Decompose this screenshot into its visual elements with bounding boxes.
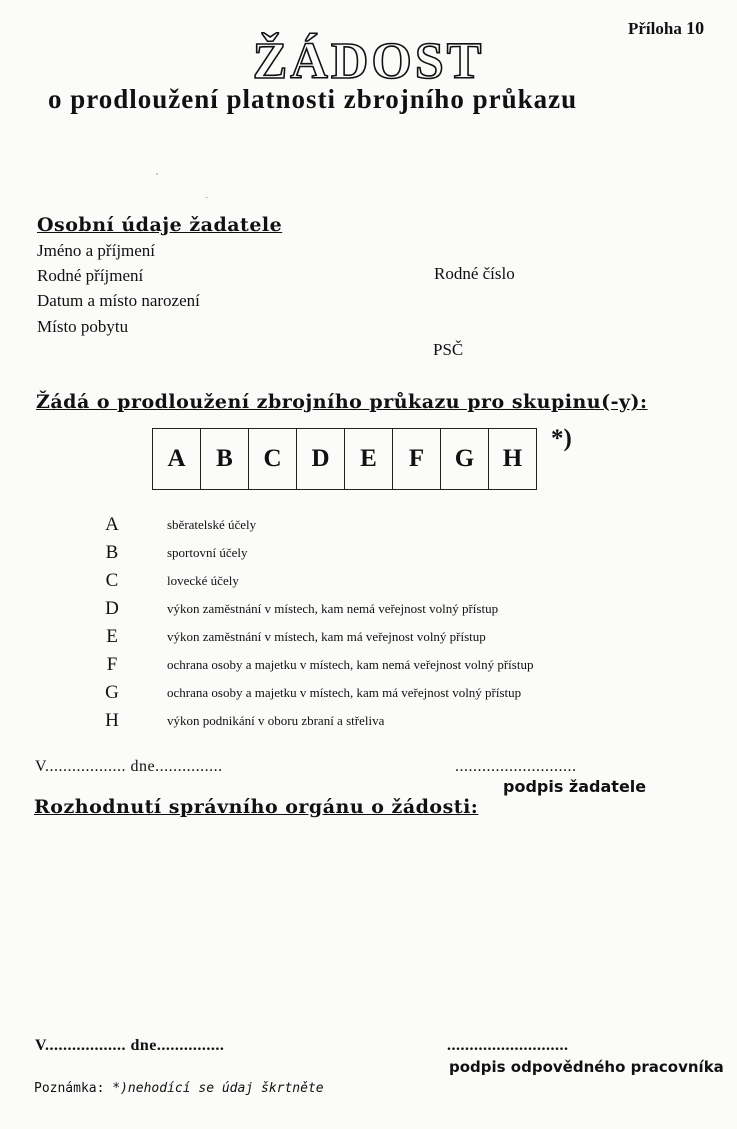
place-dots: .................. xyxy=(45,1037,126,1054)
residence-label: Místo pobytu xyxy=(37,317,129,336)
annex-word: Příloha xyxy=(628,19,682,38)
group-cell-b[interactable]: B xyxy=(201,429,249,490)
group-cell-e[interactable]: E xyxy=(345,429,393,490)
name-label: Jméno a příjmení xyxy=(37,241,156,260)
applicant-signature-caption: podpis žadatele xyxy=(503,777,647,796)
footnote-text: *)nehodící se údaj škrtněte xyxy=(112,1081,324,1096)
legend-text: výkon podnikání v oboru zbraní a střeliva xyxy=(167,713,385,728)
footnote-mark: *) xyxy=(551,425,572,452)
legend-letter: F xyxy=(106,654,118,675)
applicant-place-line[interactable] xyxy=(35,758,223,776)
group-cell-d[interactable]: D xyxy=(297,429,345,490)
groups-section-heading: Žádá o prodloužení zbrojního průkazu pro skupinu(-y): xyxy=(36,391,648,413)
date-dots: ............... xyxy=(155,758,223,775)
birth-number-label: Rodné číslo xyxy=(434,264,515,283)
footnote-label: Poznámka: xyxy=(34,1081,105,1096)
group-cell-a[interactable]: A xyxy=(153,429,201,490)
legend-letter: C xyxy=(105,570,119,591)
place-prefix: V xyxy=(35,758,45,775)
legend-letter: H xyxy=(105,710,119,731)
legend-letter: A xyxy=(105,514,119,535)
place-prefix: V xyxy=(35,1037,45,1054)
legend-text: výkon zaměstnání v místech, kam nemá veřejnost volný přístup xyxy=(167,601,499,616)
legend-letter: E xyxy=(106,626,118,647)
legend-text: sportovní účely xyxy=(167,545,248,560)
group-cell-h[interactable]: H xyxy=(489,429,537,490)
legend-text: lovecké účely xyxy=(167,573,239,588)
date-dots: ............... xyxy=(156,1037,225,1054)
date-word: dne xyxy=(130,1037,157,1054)
legend-letter: B xyxy=(105,542,119,563)
place-dots: .................. xyxy=(45,758,126,775)
page-title: ŽÁDOST xyxy=(252,33,485,90)
group-letter-table xyxy=(152,428,537,490)
postcode-label: PSČ xyxy=(433,340,464,359)
birth-date-place-label: Datum a místo narození xyxy=(37,291,200,310)
footnote xyxy=(34,1081,324,1096)
personal-section-heading: Osobní údaje žadatele xyxy=(37,214,283,236)
officer-signature-caption: podpis odpovědného pracovníka xyxy=(449,1058,724,1076)
officer-place-line[interactable] xyxy=(35,1037,224,1055)
group-cell-f[interactable]: F xyxy=(393,429,441,490)
officer-signature-line[interactable]: ........................... xyxy=(447,1037,569,1054)
date-word: dne xyxy=(130,758,156,775)
group-cell-c[interactable]: C xyxy=(249,429,297,490)
maiden-name-label: Rodné příjmení xyxy=(37,266,144,285)
applicant-signature-line[interactable]: ........................... xyxy=(455,758,577,775)
legend-text: ochrana osoby a majetku v místech, kam má veřejnost volný přístup xyxy=(167,685,522,700)
legend-letter: D xyxy=(105,598,119,619)
legend-text: ochrana osoby a majetku v místech, kam nemá veřejnost volný přístup xyxy=(167,657,534,672)
decision-section-heading: Rozhodnutí správního orgánu o žádosti: xyxy=(34,796,479,818)
legend-letter: G xyxy=(105,682,119,703)
legend-text: sběratelské účely xyxy=(167,517,257,532)
group-cell-g[interactable]: G xyxy=(441,429,489,490)
legend-text: výkon zaměstnání v místech, kam má veřejnost volný přístup xyxy=(167,629,486,644)
page-subtitle: o prodloužení platnosti zbrojního průkazu xyxy=(48,84,578,114)
annex-number: 10 xyxy=(686,18,705,38)
scan-speck xyxy=(156,173,158,175)
scan-speck xyxy=(205,197,208,198)
